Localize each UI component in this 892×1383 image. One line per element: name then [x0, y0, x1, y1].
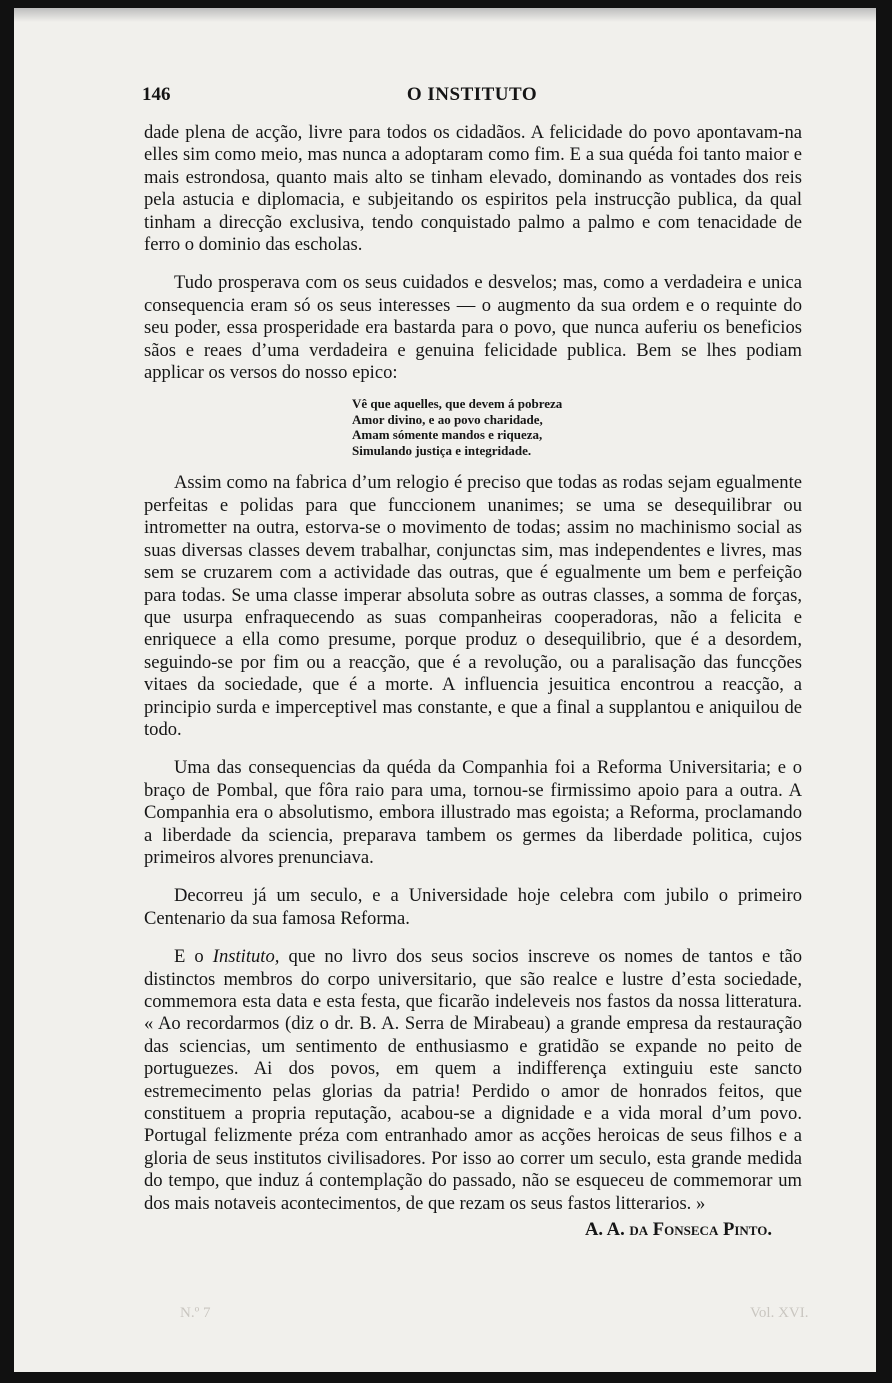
verse-line: Vê que aquelles, que devem á pobreza — [352, 396, 563, 412]
paragraph-6-text: que no livro dos seus socios inscreve os nomes de tantos e tão distinctos membros do corpo universitario, que são realce e lustre d’esta sociedade, commemora esta data e esta festa, que ficarão indeleveis nos fastos da nossa litteratura. « Ao recordarmos (diz o dr. B. A. Serra de Mirabeau) a grande empresa da restauração das sciencias, um sentimento de enthusiasmo e gratidão se expande no peito de portuguezes. Ai dos povos, em quem a indifferença extinguiu este sancto estremecimento pelas glorias da patria! Perdido o amor de honrados feitos, que constituem a propria reputação, acabou-se a dignidade e a vida moral d’um povo. Portugal felizmente préza com entranhado amor as acções heroicas de seus filhos e a gloria de seus institutos civilisadores. Por isso ao correr um seculo, esta grande medida do tempo, que induz á contemplação do passado, não se esqueceu de commemorar um dos mais notaveis acontecimentos, de que rezam os seus fastos litterarios. » — [144, 946, 803, 1214]
paragraph-3: Assim como na fabrica d’um relogio é preciso que todas as rodas sejam egualmente perfeitas e polidas para que funccionem unanimes; se uma se desequilibrar ou intrometter na outra, estorva-se o movimento de todas; assim no machinismo social as suas diversas classes devem trabalhar, conjunctas sim, mas independentes e livres, mas sem se cruzarem com a actividade das outras, que é egualmente um bem e perfeição para todas. Se uma classe imperar absoluta sobre as outras classes, a somma de forças, que usurpa enfraquecendo as suas companheiras cooperadoras, não a felicita e enriquece a ella como presume, porque produz o desequilibrio, que é a desordem, seguindo-se por fim ou a reacção, que é a revolução, ou a paralisação das funcções vitaes da sociedade, que é a morte. A influencia jesuitica encontrou a reacção, a principio surda e imperceptivel mas constante, e que a final a supplantou e aniquilou de todo. — [144, 472, 802, 740]
running-title: O INSTITUTO — [406, 84, 538, 105]
paragraph-6-lead: E o — [174, 946, 213, 968]
verse-line: Amam sómente mandos e riqueza, — [352, 427, 543, 443]
author-signature — [144, 1219, 802, 1241]
paragraph-6 — [144, 946, 802, 1215]
article-body — [144, 122, 802, 1241]
book-page — [14, 8, 876, 1372]
paragraph-5: Decorreu já um seculo, e a Universidade hoje celebra com jubilo o primeiro Centenario da sua famosa Reforma. — [144, 885, 802, 929]
page-header — [142, 84, 802, 110]
journal-title: Instituto, — [212, 946, 280, 968]
author-initials: A. A. — [584, 1219, 625, 1241]
verse-line: Amor divino, e ao povo charidade, — [352, 411, 543, 427]
verse-quote — [352, 396, 802, 458]
verse-line: Simulando justiça e integridade. — [352, 442, 532, 458]
page-number: 146 — [142, 84, 171, 105]
faint-footer-right: Vol. XVI. — [750, 1305, 809, 1321]
author-name: da Fonseca Pinto. — [629, 1219, 772, 1241]
paragraph-1: dade plena de acção, livre para todos os cidadãos. A felicidade do povo apontavam-na elles sim como meio, mas nunca a adoptaram como fim. E a sua quéda foi tanto maior e mais estrondosa, quanto mais alto se tinham elevado, dominando as vontades dos reis pela astucia e diplomacia, e subjeitando os espiritos pela instrucção publica, da qual tinham a direcção exclusiva, tendo conquistado palmo a palmo e com tenacidade de ferro o dominio das escholas. — [144, 122, 802, 256]
scan-shadow — [14, 8, 876, 22]
paragraph-2: Tudo prosperava com os seus cuidados e desvelos; mas, como a verdadeira e unica consequencia eram só os seus interesses — o augmento da sua ordem e o requinte do seu poder, essa prosperidade era bastarda para o povo, que nunca auferiu os beneficios sãos e reaes d’uma verdadeira e genuina felicidade publica. Bem se lhes podiam applicar os versos do nosso epico: — [144, 272, 802, 384]
paragraph-4: Uma das consequencias da quéda da Companhia foi a Reforma Universitaria; e o braço de Pombal, que fôra raio para uma, tornou-se firmissimo apoio para a outra. A Companhia era o absolutismo, embora illustrado mas egoista; a Reforma, proclamando a liberdade da sciencia, preparava tambem os germes da liberdade politica, cujos primeiros alvores prenunciava. — [144, 757, 802, 868]
faint-footer-left: N.º 7 — [180, 1305, 211, 1321]
